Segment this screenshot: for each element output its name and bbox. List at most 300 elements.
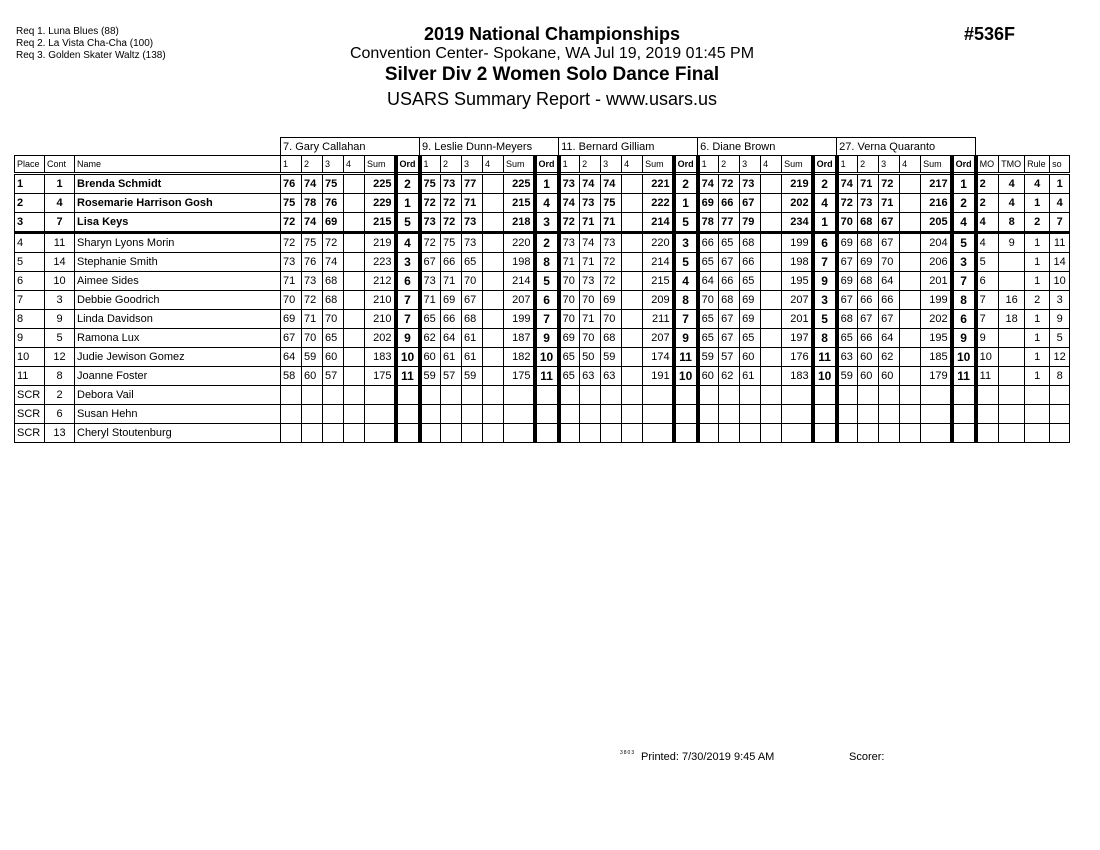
event-title: Silver Div 2 Women Solo Dance Final	[384, 64, 720, 85]
scorer-label: Scorer:	[849, 751, 885, 763]
mark-cell	[559, 405, 580, 424]
mark-cell: 61	[441, 348, 462, 367]
mark-cell	[483, 329, 504, 348]
sum-cell: 175	[365, 367, 396, 386]
mark-cell	[580, 386, 601, 405]
requirements-list	[16, 26, 166, 62]
ordinal-cell	[535, 424, 559, 443]
printed-timestamp: Printed: 7/30/2019 9:45 AM	[641, 751, 775, 763]
mark-cell	[622, 329, 643, 348]
rule-cell: 1	[1025, 367, 1050, 386]
mark-cell: 64	[281, 348, 302, 367]
so-cell: 5	[1050, 329, 1070, 348]
sum-cell: 185	[921, 348, 952, 367]
mark-cell	[622, 174, 643, 194]
col-mark-2: 2	[719, 156, 740, 174]
mark-cell	[622, 272, 643, 291]
table-row	[15, 213, 1070, 233]
rule-cell: 4	[1025, 174, 1050, 194]
ordinal-cell: 10	[813, 367, 837, 386]
mark-cell	[601, 405, 622, 424]
mark-cell	[900, 367, 921, 386]
judge-name-1: 7. Gary Callahan	[281, 138, 420, 156]
sum-cell	[921, 405, 952, 424]
sum-cell: 183	[782, 367, 813, 386]
table-row	[15, 367, 1070, 386]
mark-cell: 77	[462, 174, 483, 194]
mark-cell	[302, 424, 323, 443]
mark-cell: 70	[559, 272, 580, 291]
sum-cell: 210	[365, 291, 396, 310]
col-mark-1: 1	[420, 156, 441, 174]
rule-cell: 1	[1025, 233, 1050, 253]
mark-cell	[622, 213, 643, 233]
mark-cell: 59	[462, 367, 483, 386]
mark-cell	[420, 386, 441, 405]
so-cell	[1050, 405, 1070, 424]
table-row	[15, 233, 1070, 253]
mark-cell	[483, 424, 504, 443]
sum-cell	[782, 405, 813, 424]
col-mark-3: 3	[879, 156, 900, 174]
col-mark-2: 2	[441, 156, 462, 174]
ordinal-cell: 1	[674, 194, 698, 213]
place-cell: 3	[15, 213, 45, 233]
mark-cell: 67	[837, 291, 858, 310]
ordinal-cell	[396, 386, 420, 405]
mark-cell	[483, 310, 504, 329]
cont-cell: 7	[45, 213, 75, 233]
ordinal-cell: 3	[396, 253, 420, 272]
mark-cell	[858, 405, 879, 424]
sum-cell	[643, 405, 674, 424]
mark-cell: 67	[879, 233, 900, 253]
sum-cell	[504, 405, 535, 424]
mark-cell: 69	[740, 310, 761, 329]
sum-cell: 218	[504, 213, 535, 233]
sum-cell: 201	[921, 272, 952, 291]
mark-cell	[281, 424, 302, 443]
mark-cell: 69	[441, 291, 462, 310]
sum-cell: 219	[365, 233, 396, 253]
sum-cell: 199	[504, 310, 535, 329]
mark-cell: 74	[580, 174, 601, 194]
sum-cell	[365, 405, 396, 424]
mark-cell	[879, 405, 900, 424]
mo-cell: 7	[976, 310, 999, 329]
tmo-cell: 8	[999, 213, 1025, 233]
mo-cell: 9	[976, 329, 999, 348]
mark-cell: 67	[462, 291, 483, 310]
requirement-1: Req 1. Luna Blues (88)	[16, 26, 119, 37]
col-mark-ord: Ord	[396, 156, 420, 174]
ordinal-cell	[813, 424, 837, 443]
mark-cell: 65	[559, 367, 580, 386]
mark-cell: 69	[837, 233, 858, 253]
mo-cell: 10	[976, 348, 999, 367]
ordinal-cell: 7	[535, 310, 559, 329]
col-so: so	[1050, 156, 1070, 174]
mark-cell	[837, 405, 858, 424]
so-cell: 9	[1050, 310, 1070, 329]
tmo-cell	[999, 272, 1025, 291]
tmo-cell: 4	[999, 174, 1025, 194]
mark-cell: 66	[719, 272, 740, 291]
mark-cell: 70	[580, 329, 601, 348]
ordinal-cell	[535, 386, 559, 405]
mark-cell	[761, 213, 782, 233]
event-number: #536F	[964, 24, 1016, 44]
mark-cell: 73	[462, 213, 483, 233]
table-row	[15, 291, 1070, 310]
mark-cell: 71	[462, 194, 483, 213]
mark-cell: 71	[879, 194, 900, 213]
mark-cell	[580, 405, 601, 424]
mark-cell: 69	[281, 310, 302, 329]
mark-cell: 70	[601, 310, 622, 329]
mark-cell: 65	[559, 348, 580, 367]
tmo-cell	[999, 253, 1025, 272]
tmo-cell	[999, 386, 1025, 405]
so-cell: 10	[1050, 272, 1070, 291]
mark-cell	[601, 386, 622, 405]
mark-cell: 65	[462, 253, 483, 272]
mark-cell	[837, 386, 858, 405]
mark-cell	[622, 424, 643, 443]
mark-cell: 74	[580, 233, 601, 253]
mark-cell: 72	[601, 272, 622, 291]
mark-cell: 60	[740, 348, 761, 367]
rule-cell: 1	[1025, 348, 1050, 367]
mark-cell	[761, 329, 782, 348]
mark-cell	[900, 386, 921, 405]
mark-cell: 66	[441, 310, 462, 329]
mark-cell	[719, 405, 740, 424]
mark-cell: 69	[837, 272, 858, 291]
ordinal-cell	[674, 386, 698, 405]
mark-cell: 66	[740, 253, 761, 272]
ordinal-cell: 11	[535, 367, 559, 386]
mark-cell	[483, 291, 504, 310]
mark-cell: 59	[420, 367, 441, 386]
ordinal-cell: 4	[535, 194, 559, 213]
so-cell: 4	[1050, 194, 1070, 213]
col-mark-ord: Ord	[674, 156, 698, 174]
ordinal-cell: 5	[813, 310, 837, 329]
sum-cell: 206	[921, 253, 952, 272]
mark-cell: 68	[601, 329, 622, 348]
rule-cell: 1	[1025, 272, 1050, 291]
report-code: 3803	[620, 750, 636, 756]
ordinal-cell: 11	[396, 367, 420, 386]
mark-cell: 64	[441, 329, 462, 348]
so-cell	[1050, 386, 1070, 405]
mark-cell	[761, 310, 782, 329]
mark-cell: 69	[559, 329, 580, 348]
mark-cell: 67	[879, 310, 900, 329]
mark-cell	[302, 386, 323, 405]
col-mark-1: 1	[698, 156, 719, 174]
mo-cell: 6	[976, 272, 999, 291]
mark-cell: 67	[879, 213, 900, 233]
mark-cell	[344, 386, 365, 405]
ordinal-cell: 11	[952, 367, 976, 386]
mark-cell	[344, 367, 365, 386]
mark-cell	[420, 424, 441, 443]
mark-cell	[559, 386, 580, 405]
sum-cell: 217	[921, 174, 952, 194]
cont-cell: 1	[45, 174, 75, 194]
ordinal-cell: 10	[396, 348, 420, 367]
mark-cell	[483, 272, 504, 291]
table-row	[15, 253, 1070, 272]
mark-cell: 72	[281, 213, 302, 233]
mark-cell	[740, 405, 761, 424]
col-mark-3: 3	[462, 156, 483, 174]
col-mark-2: 2	[302, 156, 323, 174]
mark-cell	[900, 174, 921, 194]
skater-name: Rosemarie Harrison Gosh	[75, 194, 281, 213]
ordinal-cell: 1	[535, 174, 559, 194]
sum-cell: 216	[921, 194, 952, 213]
rule-cell	[1025, 386, 1050, 405]
ordinal-cell: 9	[674, 329, 698, 348]
ordinal-cell: 2	[813, 174, 837, 194]
mark-cell: 73	[420, 272, 441, 291]
ordinal-cell: 5	[535, 272, 559, 291]
mark-cell: 69	[740, 291, 761, 310]
mark-cell	[900, 405, 921, 424]
mark-cell: 73	[420, 213, 441, 233]
mark-cell	[858, 424, 879, 443]
mark-cell: 67	[719, 329, 740, 348]
mark-cell	[879, 424, 900, 443]
mark-cell: 68	[323, 291, 344, 310]
mark-cell	[483, 174, 504, 194]
col-mark-sum: Sum	[365, 156, 396, 174]
rule-cell: 2	[1025, 213, 1050, 233]
sum-cell: 214	[643, 213, 674, 233]
skater-name: Debora Vail	[75, 386, 281, 405]
mark-cell: 69	[323, 213, 344, 233]
sum-cell: 179	[921, 367, 952, 386]
ordinal-cell: 2	[535, 233, 559, 253]
ordinal-cell: 7	[952, 272, 976, 291]
sum-cell: 202	[365, 329, 396, 348]
table-row	[15, 310, 1070, 329]
sum-cell	[782, 386, 813, 405]
sum-cell: 215	[504, 194, 535, 213]
mark-cell	[344, 424, 365, 443]
sum-cell: 223	[365, 253, 396, 272]
col-mark-2: 2	[580, 156, 601, 174]
sum-cell: 195	[921, 329, 952, 348]
col-mark-4: 4	[344, 156, 365, 174]
mark-cell: 76	[302, 253, 323, 272]
mark-cell: 71	[580, 310, 601, 329]
mark-cell: 66	[698, 233, 719, 253]
cont-cell: 11	[45, 233, 75, 253]
sum-cell: 202	[921, 310, 952, 329]
mark-cell: 65	[698, 253, 719, 272]
mark-cell	[879, 386, 900, 405]
blank-cell	[976, 138, 1070, 156]
place-cell: SCR	[15, 386, 45, 405]
col-place: Place	[15, 156, 45, 174]
table-row	[15, 272, 1070, 291]
requirement-3: Req 3. Golden Skater Waltz (138)	[16, 50, 166, 61]
mark-cell: 78	[302, 194, 323, 213]
ordinal-cell: 9	[813, 272, 837, 291]
mark-cell	[698, 424, 719, 443]
mark-cell: 76	[323, 194, 344, 213]
col-mark-sum: Sum	[782, 156, 813, 174]
skater-name: Stephanie Smith	[75, 253, 281, 272]
sum-cell: 175	[504, 367, 535, 386]
mark-cell	[900, 310, 921, 329]
mark-cell: 67	[719, 253, 740, 272]
cont-cell: 9	[45, 310, 75, 329]
mark-cell	[483, 213, 504, 233]
mark-cell: 69	[698, 194, 719, 213]
mark-cell	[761, 405, 782, 424]
ordinal-cell: 8	[813, 329, 837, 348]
mark-cell	[344, 329, 365, 348]
mark-cell: 72	[719, 174, 740, 194]
ordinal-cell: 9	[535, 329, 559, 348]
mark-cell	[559, 424, 580, 443]
sum-cell: 199	[921, 291, 952, 310]
ordinal-cell: 1	[813, 213, 837, 233]
sum-cell: 209	[643, 291, 674, 310]
mark-cell: 64	[698, 272, 719, 291]
ordinal-cell: 1	[396, 194, 420, 213]
mark-cell: 74	[601, 174, 622, 194]
col-mark-1: 1	[281, 156, 302, 174]
mo-cell: 4	[976, 213, 999, 233]
mark-cell: 71	[281, 272, 302, 291]
mark-cell: 68	[323, 272, 344, 291]
skater-name: Debbie Goodrich	[75, 291, 281, 310]
rule-cell: 2	[1025, 291, 1050, 310]
mark-cell: 60	[323, 348, 344, 367]
mark-cell	[761, 291, 782, 310]
place-cell: SCR	[15, 405, 45, 424]
mark-cell	[622, 348, 643, 367]
cont-cell: 8	[45, 367, 75, 386]
mark-cell: 59	[698, 348, 719, 367]
mark-cell	[462, 405, 483, 424]
blank-cell	[15, 138, 281, 156]
sum-cell: 207	[782, 291, 813, 310]
tmo-cell: 4	[999, 194, 1025, 213]
skater-name: Brenda Schmidt	[75, 174, 281, 194]
col-mark-2: 2	[858, 156, 879, 174]
mark-cell: 60	[698, 367, 719, 386]
sum-cell	[504, 424, 535, 443]
ordinal-cell: 6	[535, 291, 559, 310]
mark-cell: 73	[740, 174, 761, 194]
ordinal-cell: 10	[674, 367, 698, 386]
col-mark-4: 4	[622, 156, 643, 174]
mark-cell: 73	[601, 233, 622, 253]
cont-cell: 5	[45, 329, 75, 348]
cont-cell: 4	[45, 194, 75, 213]
mark-cell: 65	[323, 329, 344, 348]
mark-cell	[761, 174, 782, 194]
sum-cell: 222	[643, 194, 674, 213]
mark-cell: 64	[879, 272, 900, 291]
mark-cell: 65	[719, 233, 740, 253]
mark-cell: 60	[879, 367, 900, 386]
mark-cell	[441, 386, 462, 405]
place-cell: 8	[15, 310, 45, 329]
ordinal-cell: 9	[396, 329, 420, 348]
ordinal-cell: 10	[535, 348, 559, 367]
sum-cell: 205	[921, 213, 952, 233]
sum-cell: 225	[504, 174, 535, 194]
mark-cell: 63	[837, 348, 858, 367]
cont-cell: 2	[45, 386, 75, 405]
mark-cell	[483, 386, 504, 405]
col-mark-4: 4	[483, 156, 504, 174]
judge-name-2: 9. Leslie Dunn-Meyers	[420, 138, 559, 156]
mark-cell	[462, 386, 483, 405]
ordinal-cell: 3	[952, 253, 976, 272]
venue-date: Convention Center- Spokane, WA Jul 19, 2019 01:45 PM	[349, 45, 755, 62]
mark-cell: 69	[858, 253, 879, 272]
mark-cell	[900, 348, 921, 367]
ordinal-cell: 8	[952, 291, 976, 310]
mark-cell	[462, 424, 483, 443]
judge-header-row	[15, 138, 1070, 156]
mark-cell	[622, 253, 643, 272]
judge-name-3: 11. Bernard Gilliam	[559, 138, 698, 156]
mark-cell	[761, 367, 782, 386]
skater-name: Linda Davidson	[75, 310, 281, 329]
mark-cell	[719, 424, 740, 443]
mark-cell: 72	[559, 213, 580, 233]
mark-cell	[344, 291, 365, 310]
sum-cell	[504, 386, 535, 405]
mark-cell: 70	[879, 253, 900, 272]
mark-cell: 59	[601, 348, 622, 367]
skater-name: Aimee Sides	[75, 272, 281, 291]
mark-cell	[344, 405, 365, 424]
mark-cell	[344, 233, 365, 253]
col-mark-4: 4	[900, 156, 921, 174]
sum-cell: 207	[504, 291, 535, 310]
mark-cell	[761, 253, 782, 272]
table-row	[15, 405, 1070, 424]
mark-cell	[761, 386, 782, 405]
mark-cell: 72	[441, 213, 462, 233]
mark-cell: 60	[302, 367, 323, 386]
mark-cell: 78	[698, 213, 719, 233]
so-cell: 8	[1050, 367, 1070, 386]
mark-cell: 72	[601, 253, 622, 272]
mark-cell: 74	[302, 174, 323, 194]
col-mark-ord: Ord	[813, 156, 837, 174]
sum-cell: 215	[365, 213, 396, 233]
col-mark-3: 3	[323, 156, 344, 174]
ordinal-cell	[396, 405, 420, 424]
ordinal-cell	[535, 405, 559, 424]
col-mo: MO	[976, 156, 999, 174]
rule-cell: 1	[1025, 194, 1050, 213]
mark-cell: 71	[420, 291, 441, 310]
mark-cell: 71	[441, 272, 462, 291]
